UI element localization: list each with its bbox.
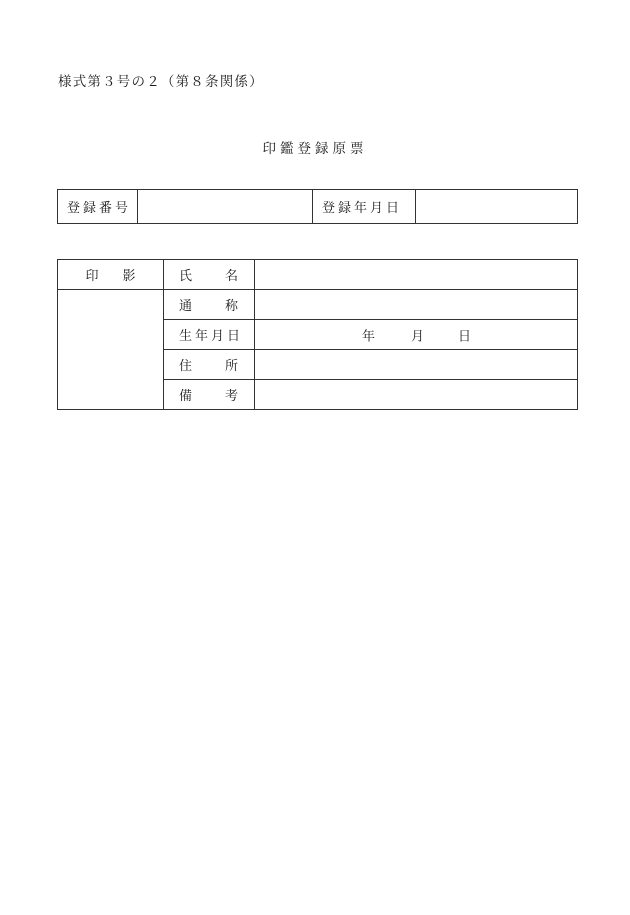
remarks-label-char-1: 備: [179, 389, 193, 404]
alias-label-char-2: 称: [224, 299, 238, 314]
seal-registration-table: [57, 259, 578, 410]
registration-table: [57, 189, 578, 224]
alias-field[interactable]: [255, 290, 578, 320]
registration-number-label: 登録番号: [58, 190, 138, 224]
remarks-label: [164, 380, 255, 410]
alias-label: [164, 290, 255, 320]
registration-number-field[interactable]: [138, 190, 313, 224]
name-label-char-1: 氏: [179, 269, 193, 284]
seal-header-char-1: 印: [85, 269, 99, 284]
birth-month-unit: 月: [411, 329, 425, 344]
birth-date-label: [164, 320, 255, 350]
name-label-char-2: 名: [224, 269, 238, 284]
name-row: [58, 260, 578, 290]
address-label-char-1: 住: [179, 359, 193, 374]
alias-label-char-1: 通: [179, 299, 193, 314]
document-title: 印鑑登録原票: [262, 141, 368, 157]
seal-header-char-2: 影: [122, 269, 136, 284]
form-number-label: 様式第３号の２（第８条関係）: [58, 74, 264, 90]
registration-date-label: 登録年月日: [313, 190, 416, 224]
name-field[interactable]: [255, 260, 578, 290]
alias-row: [58, 290, 578, 320]
registration-date-field[interactable]: [416, 190, 578, 224]
remarks-field[interactable]: [255, 380, 578, 410]
remarks-label-char-2: 考: [224, 389, 238, 404]
birth-date-label-text: 生年月日: [179, 329, 244, 344]
birth-year-unit: 年: [362, 329, 376, 344]
registration-row: [58, 190, 578, 224]
name-label: [164, 260, 255, 290]
address-field[interactable]: [255, 350, 578, 380]
address-label-char-2: 所: [224, 359, 238, 374]
address-label: [164, 350, 255, 380]
birth-date-field[interactable]: [255, 320, 578, 350]
seal-impression-area[interactable]: [58, 290, 164, 410]
birth-day-unit: 日: [458, 329, 472, 344]
seal-impression-header: [58, 260, 164, 290]
